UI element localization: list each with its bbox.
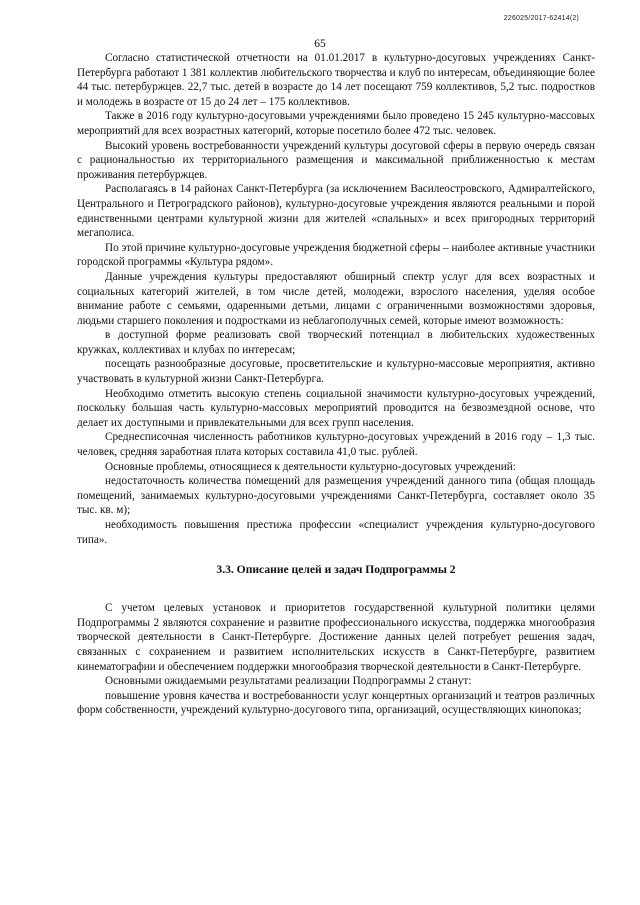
paragraph: Основными ожидаемыми результатами реализации Подпрограммы 2 станут: [105,675,472,688]
paragraph: Согласно статистической отчетности на 01.01.2017 в культурно-досуговых учреждениях Санкт-Петербурга работают 1 381 коллектив любительского творчества и клуб по интересам, объединяющие более 44 тыс. петербуржцев. 22,7 тыс. детей в возрасте до 14 лет посещают 759 коллективов, 5,2 тыс. подростков и молодежь в возрасте от 15 до 24 лет – 175 коллективов. [77,52,595,108]
list-item: необходимость повышения престижа профессии «специалист учреждения культурно-досугового типа». [77,519,595,546]
paragraph: Также в 2016 году культурно-досуговыми учреждениями было проведено 15 245 культурно-массовых мероприятий для всех возрастных категорий, которые посетило более 472 тыс. человек. [77,110,595,137]
list-item: повышение уровня качества и востребованности услуг концертных организаций и театров различных форм собственности, учреждений культурно-досугового типа, организаций, осуществляющих кинопоказ; [77,689,595,717]
paragraph: Необходимо отметить высокую степень социальной значимости культурно-досуговых учреждений, поскольку большая часть культурно-массовых мероприятий проводится на безвозмездной основе, что делает их доступными и привлекательными для всех групп населения. [77,387,595,429]
paragraph: Данные учреждения культуры предоставляют обширный спектр услуг для всех возрастных и социальных категорий жителей, в том числе детей, молодежи, взрослого населения, уделяя особое внимание работе с семьями, одаренными детьми, лицами с ограниченными возможностями здоровья, людьми старшего поколения и подростками из неблагополучных семей, которые имеют возможность: [77,270,595,327]
paragraph: Среднесписочная численность работников культурно-досуговых учреждений в 2016 году – 1,3 тыс. человек, средняя заработная плата которых составила 41,0 тыс. рублей. [77,431,595,459]
paragraph: Высокий уровень востребованности учреждений культуры досуговой сферы в первую очередь связан с рациональностью их территориального размещения и максимальной приближенностью к местам проживания петербуржцев. [77,139,595,181]
list-item: посещать разнообразные досуговые, просветительские и культурно-массовые мероприятия, активно участвовать в культурной жизни Санкт-Петербурга. [77,358,595,386]
document-id: 226025/2017-62414(2) [503,15,579,22]
section-heading: 3.3. Описание целей и задач Подпрограммы 2 [216,563,456,577]
paragraph: Основные проблемы, относящиеся к деятельности культурно-досуговых учреждений: [105,460,516,473]
list-item: в доступной форме реализовать свой творческий потенциал в любительских художественных кружках, коллективах и клубах по интересам; [77,329,595,356]
paragraph: Располагаясь в 14 районах Санкт-Петербурга (за исключением Василеостровского, Адмиралтейского, Центрального и Петроградского районов), культурно-досуговые учреждения являются реальными и порой единственными центрами культурной жизни для жителей «спальных» и всех пригородных территорий мегаполиса. [77,183,595,240]
page-number: 65 [314,38,326,50]
page-body [77,51,595,718]
list-item: недостаточность количества помещений для размещения учреждений данного типа (общая площадь помещений, занимаемых культурно-досуговыми учреждениями Санкт-Петербурга, составляет около 35 тыс. кв. м); [77,475,595,517]
paragraph: С учетом целевых установок и приоритетов государственной культурной политики целями Подпрограммы 2 являются сохранение и развитие профессионального искусства, поддержка многообразия творческой деятельности в Санкт-Петербурге. Достижение данных целей потребует решения задач, связанных с сохранением и развитием исполнительских искусств в Санкт-Петербурге, развитием кинематографии и обеспечением поддержки многообразия творческой деятельности в Санкт-Петербурге. [77,602,595,673]
paragraph: По этой причине культурно-досуговые учреждения бюджетной сферы – наиболее активные участники городской программы «Культура рядом». [77,241,595,269]
